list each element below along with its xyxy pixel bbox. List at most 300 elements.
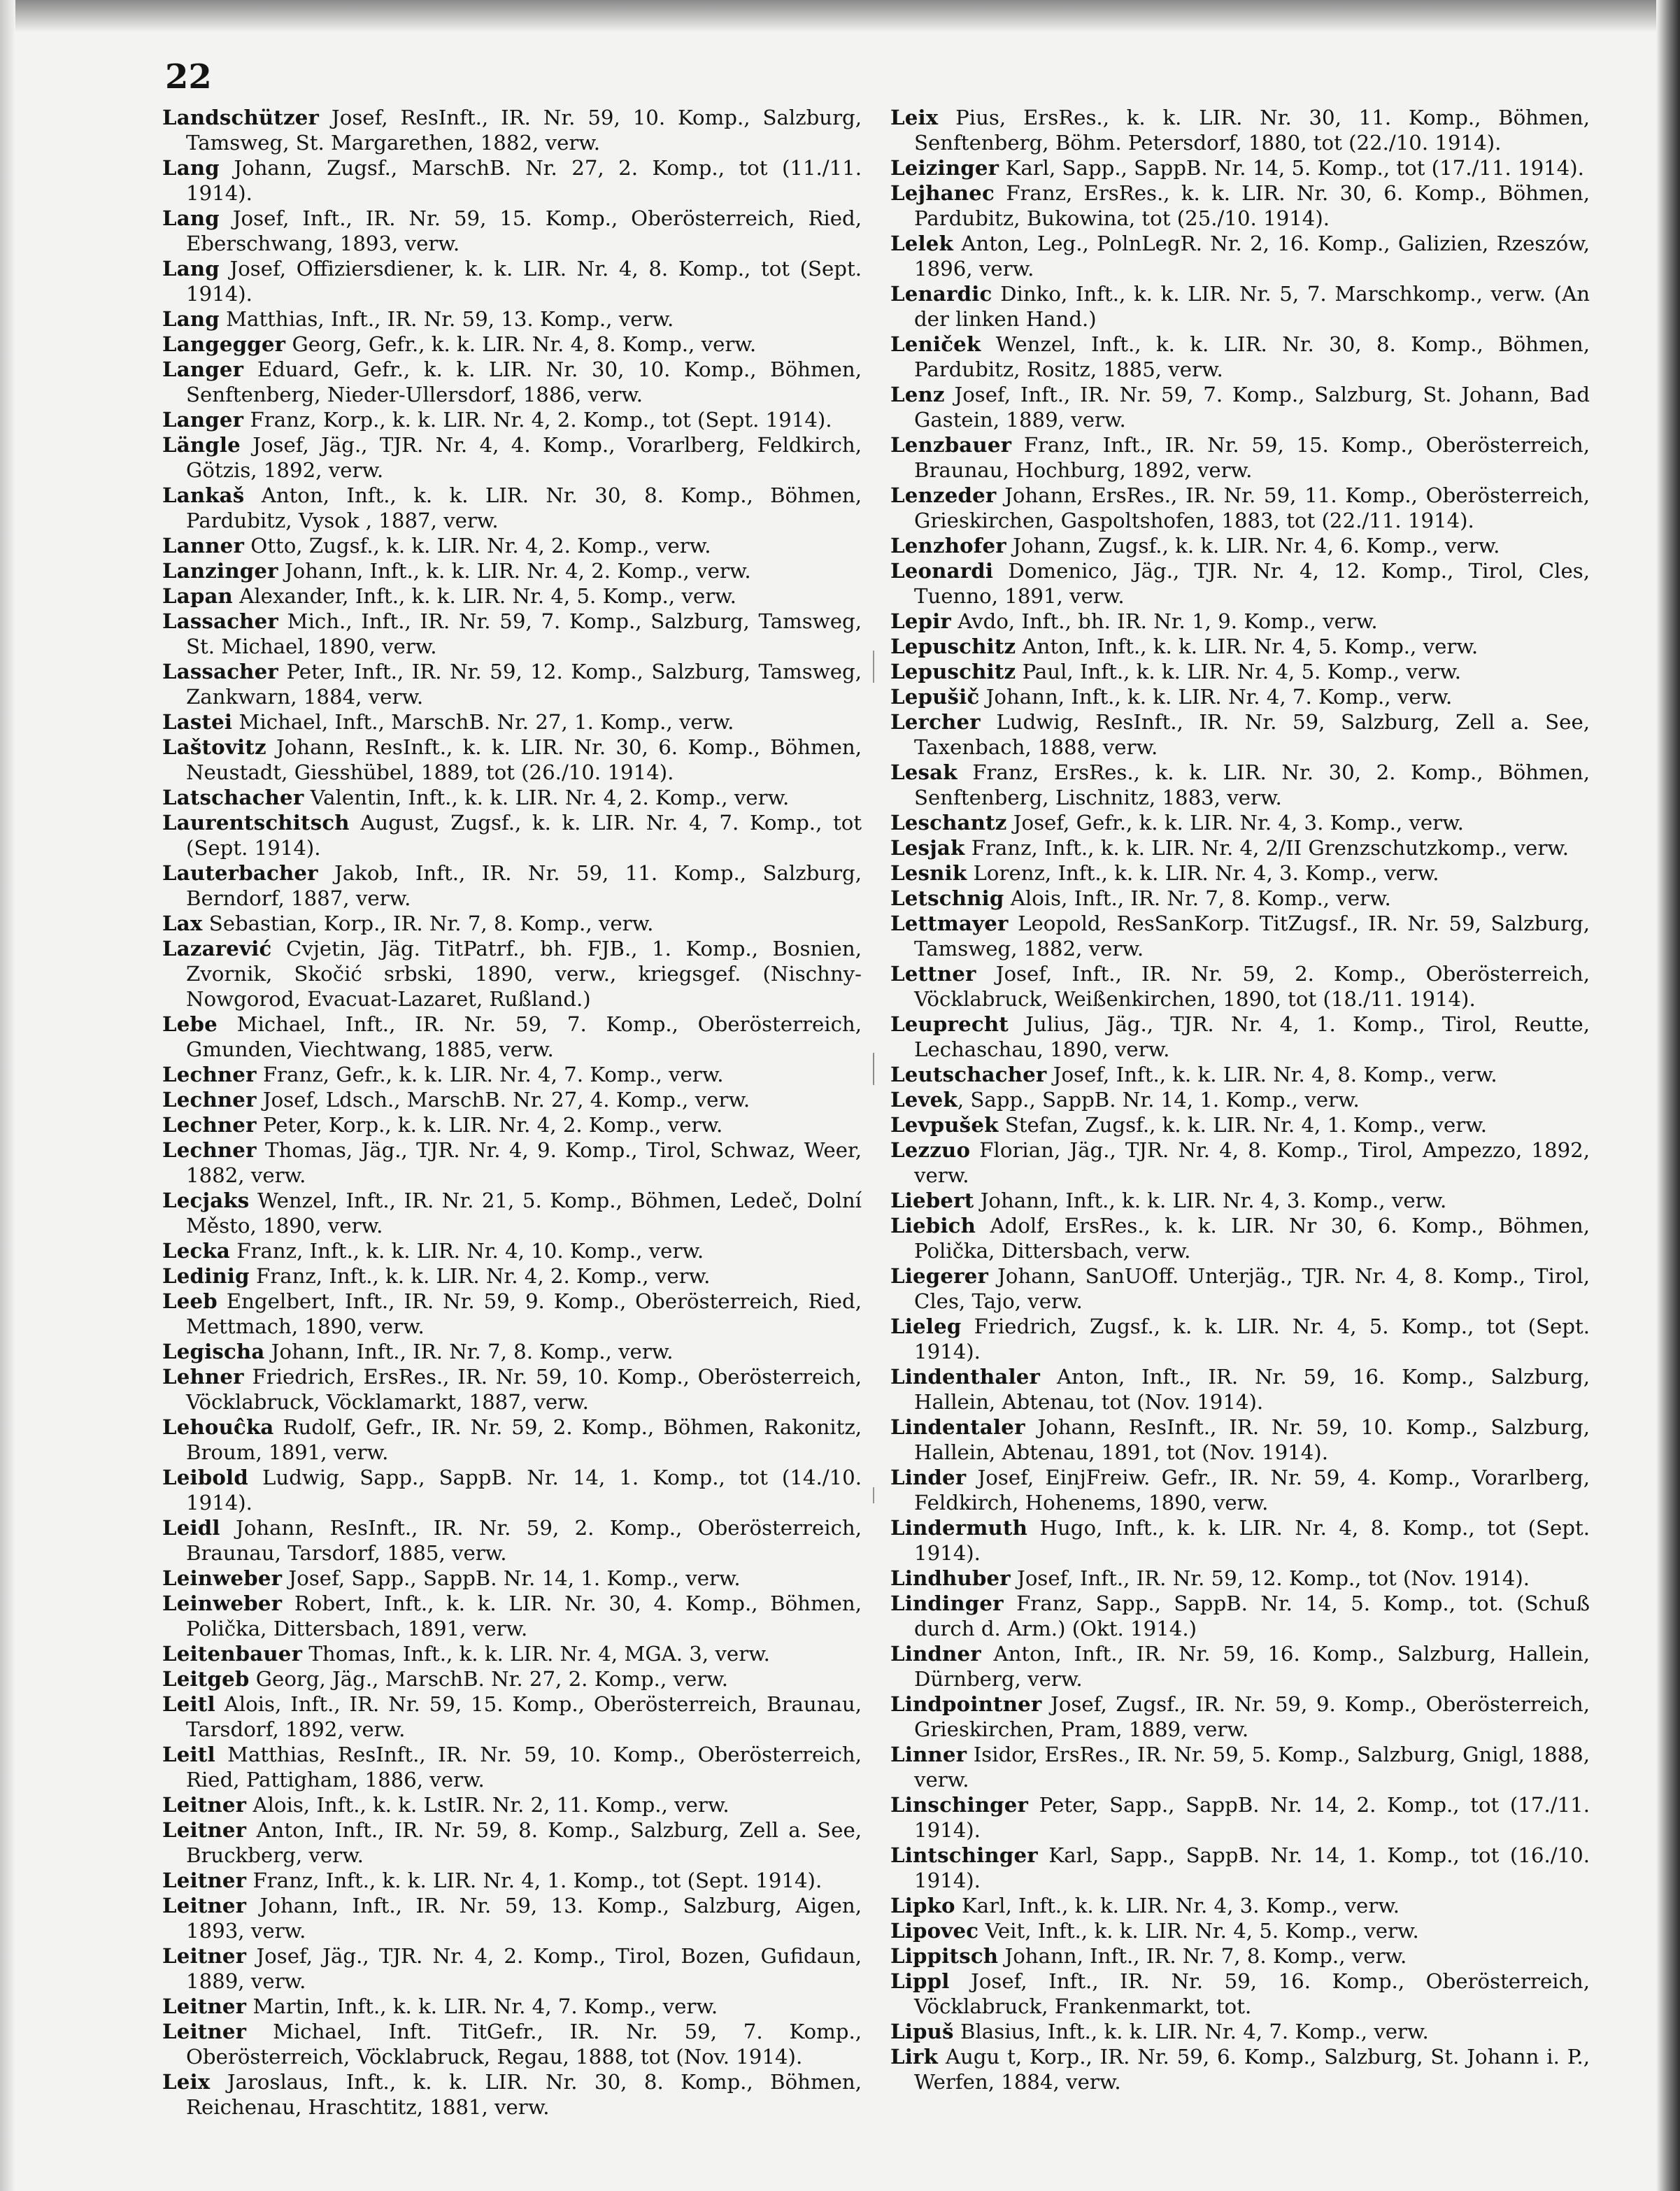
entry-surname: Lindpointner [890, 1692, 1042, 1716]
casualty-entry [162, 1566, 862, 1591]
entry-details: Isidor, ErsRes., IR. Nr. 59, 5. Komp., Salzburg, Gnigl, 1888, verw. [914, 1743, 1590, 1792]
entry-surname: Lang [162, 307, 220, 331]
entry-surname: Legischa [162, 1340, 265, 1363]
entry-surname: Lanzinger [162, 559, 278, 583]
casualty-entry [162, 332, 862, 357]
entry-surname: Lezzuo [890, 1138, 971, 1162]
entry-details: Karl, Inft., k. k. LIR. Nr. 4, 3. Komp., verw. [955, 1894, 1400, 1917]
entry-details: Stefan, Zugsf., k. k. LIR. Nr. 4, 1. Komp., verw. [998, 1113, 1488, 1137]
casualty-entry [162, 1692, 862, 1742]
entry-details: Alois, Inft., k. k. LstIR. Nr. 2, 11. Komp., verw. [246, 1793, 729, 1817]
entry-surname: Leitl [162, 1743, 215, 1766]
casualty-entry [162, 558, 862, 583]
casualty-entry [890, 1918, 1590, 1943]
casualty-entry [890, 659, 1590, 684]
entry-details: Sebastian, Korp., IR. Nr. 7, 8. Komp., verw. [202, 912, 654, 935]
entry-surname: Lirk [890, 2045, 939, 2069]
casualty-entry [162, 1414, 862, 1465]
casualty-entry [890, 483, 1590, 533]
casualty-entry [162, 1012, 862, 1062]
entry-surname: Leschantz [890, 811, 1007, 835]
entry-surname: Lang [162, 156, 220, 180]
page-right-shadow [1656, 0, 1680, 2191]
casualty-entry [890, 1566, 1590, 1591]
casualty-entry [162, 735, 862, 785]
entry-surname: Lehouĉka [162, 1415, 274, 1439]
casualty-entry [162, 609, 862, 659]
entry-details: Johann, Zugsf., MarschB. Nr. 27, 2. Komp., tot (11./11. 1914). [186, 156, 862, 205]
entry-surname: Leizinger [890, 156, 999, 180]
page-top-shadow [0, 0, 1680, 32]
entry-details: Franz, Inft., k. k. LIR. Nr. 4, 2. Komp., verw. [249, 1264, 711, 1288]
entry-surname: Lettmayer [890, 912, 1009, 935]
entry-details: Anton, Inft., k. k. LIR. Nr. 30, 8. Komp., Böhmen, Pardubitz, Vysok , 1887, verw. [186, 483, 862, 532]
entry-details: Franz, ErsRes., k. k. LIR. Nr. 30, 6. Komp., Böhmen, Pardubitz, Bukowina, tot (25./10. 1914). [914, 181, 1590, 230]
casualty-entry [162, 1666, 862, 1692]
entry-details: Franz, Sapp., SappB. Nr. 14, 5. Komp., tot. (Schuß durch d. Arm.) (Okt. 1914.) [914, 1591, 1590, 1640]
casualty-entry [890, 911, 1590, 961]
entry-surname: Lang [162, 206, 220, 230]
entry-details: Franz, Inft., k. k. LIR. Nr. 4, 10. Komp., verw. [230, 1239, 704, 1263]
casualty-entry [162, 583, 862, 609]
entry-details: Georg, Jäg., MarschB. Nr. 27, 2. Komp., verw. [249, 1667, 729, 1691]
entry-details: Wenzel, Inft., k. k. LIR. Nr. 30, 8. Komp., Böhmen, Pardubitz, Rositz, 1885, verw. [914, 332, 1590, 381]
entry-details: Josef, Zugsf., IR. Nr. 59, 9. Komp., Oberösterreich, Grieskirchen, Pram, 1889, verw. [914, 1692, 1590, 1741]
entry-details: Augu t, Korp., IR. Nr. 59, 6. Komp., Salzburg, St. Johann i. P., Werfen, 1884, verw. [914, 2045, 1590, 2094]
entry-details: Peter, Inft., IR. Nr. 59, 12. Komp., Salzburg, Tamsweg, Zankwarn, 1884, verw. [186, 660, 862, 709]
casualty-entry [890, 1137, 1590, 1188]
entry-surname: Leitner [162, 1793, 247, 1817]
entry-details: Johann, ResInft., IR. Nr. 59, 10. Komp., Salzburg, Hallein, Abtenau, 1891, tot (Nov. 1914). [914, 1415, 1590, 1464]
casualty-entry [890, 1263, 1590, 1314]
entry-details: Johann, ResInft., IR. Nr. 59, 2. Komp., Oberösterreich, Braunau, Tarsdorf, 1885, verw. [186, 1516, 862, 1565]
casualty-entry [890, 332, 1590, 382]
casualty-entry [890, 1087, 1590, 1112]
casualty-entry [162, 1868, 862, 1893]
entry-surname: Leniček [890, 332, 981, 356]
entry-details: Anton, Inft., IR. Nr. 59, 16. Komp., Salzburg, Hallein, Dürnberg, verw. [914, 1642, 1590, 1691]
casualty-entry [890, 558, 1590, 609]
casualty-entry [890, 1692, 1590, 1742]
entry-details: Johann, ErsRes., IR. Nr. 59, 11. Komp., Oberösterreich, Grieskirchen, Gaspoltshofen, 1883, tot (22./11. 1914). [914, 483, 1590, 532]
casualty-entry [890, 180, 1590, 231]
entry-details: August, Zugsf., k. k. LIR. Nr. 4, 7. Komp., tot (Sept. 1914). [186, 811, 862, 860]
entry-details: Martin, Inft., k. k. LIR. Nr. 4, 7. Komp., verw. [246, 1994, 718, 2018]
entry-details: Johann, Inft., k. k. LIR. Nr. 4, 2. Komp., verw. [278, 559, 751, 583]
entry-surname: Lechner [162, 1063, 257, 1086]
entry-details: Johann, Inft., IR. Nr. 59, 13. Komp., Salzburg, Aigen, 1893, verw. [186, 1894, 862, 1943]
entry-surname: Lankaš [162, 483, 245, 507]
casualty-entry [162, 1515, 862, 1566]
entry-details: Josef, EinjFreiw. Gefr., IR. Nr. 59, 4. Komp., Vorarlberg, Feldkirch, Hohenems, 1890, verw. [914, 1466, 1590, 1515]
entry-surname: Lastei [162, 710, 233, 734]
casualty-entry [890, 105, 1590, 155]
entry-details: Veit, Inft., k. k. LIR. Nr. 4, 5. Komp., verw. [978, 1919, 1419, 1943]
entry-surname: Lechner [162, 1138, 257, 1162]
entry-details: Dinko, Inft., k. k. LIR. Nr. 5, 7. Marschkomp., verw. (An der linken Hand.) [914, 282, 1590, 331]
entry-surname: Leinweber [162, 1591, 283, 1615]
entry-surname: Lindenthaler [890, 1365, 1041, 1389]
entry-details: Friedrich, ErsRes., IR. Nr. 59, 10. Komp., Oberösterreich, Vöcklabruck, Vöcklamarkt, 1887, verw. [186, 1365, 862, 1414]
entry-surname: Leitgeb [162, 1667, 250, 1691]
entry-details: Josef, Inft., IR. Nr. 59, 12. Komp., tot (Nov. 1914). [1010, 1566, 1530, 1590]
entry-details: Mich., Inft., IR. Nr. 59, 7. Komp., Salzburg, Tamsweg, St. Michael, 1890, verw. [186, 609, 862, 658]
entry-surname: Liegerer [890, 1264, 989, 1288]
casualty-entry [890, 1188, 1590, 1213]
entry-surname: Lepušič [890, 685, 980, 709]
casualty-entry [890, 382, 1590, 432]
entry-details: Josef, Inft., IR. Nr. 59, 7. Komp., Salzburg, St. Johann, Bad Gastein, 1889, verw. [914, 383, 1590, 432]
casualty-entry [162, 1817, 862, 1868]
entry-surname: Lipovec [890, 1919, 979, 1943]
casualty-entry [162, 1893, 862, 1943]
casualty-entry [890, 1969, 1590, 2019]
entry-details: Alois, Inft., IR. Nr. 7, 8. Komp., verw. [1004, 886, 1391, 910]
entry-details: Franz, ErsRes., k. k. LIR. Nr. 30, 2. Komp., Böhmen, Senftenberg, Lischnitz, 1883, verw. [914, 760, 1590, 809]
casualty-entry [890, 860, 1590, 886]
casualty-entry [890, 709, 1590, 760]
casualty-entry [162, 1994, 862, 2019]
casualty-entry [162, 407, 862, 432]
casualty-entry [162, 306, 862, 332]
casualty-entry [890, 1893, 1590, 1918]
entry-details: Franz, Inft., IR. Nr. 59, 15. Komp., Oberösterreich, Braunau, Hochburg, 1892, verw. [914, 433, 1590, 482]
casualty-entry [890, 1012, 1590, 1062]
entry-details: Johann, Inft., IR. Nr. 7, 8. Komp., verw. [998, 1944, 1407, 1968]
casualty-entry [890, 533, 1590, 558]
entry-surname: Langer [162, 408, 244, 432]
page-left-shadow [0, 0, 15, 2191]
entry-surname: Lechner [162, 1113, 257, 1137]
casualty-entry [162, 860, 862, 911]
entry-surname: Leonardi [890, 559, 994, 583]
entry-surname: Lepir [890, 609, 951, 633]
casualty-entry [890, 1591, 1590, 1641]
entry-details: Josef, Sapp., SappB. Nr. 14, 1. Komp., verw. [282, 1566, 741, 1590]
entry-surname: Lazarević [162, 937, 272, 960]
entry-surname: Lesjak [890, 836, 965, 860]
entry-details: Karl, Sapp., SappB. Nr. 14, 1. Komp., tot (16./10. 1914). [914, 1843, 1590, 1892]
entry-surname: Lejhanec [890, 181, 995, 205]
entry-surname: Lettner [890, 962, 976, 986]
entry-details: Josef, ResInft., IR. Nr. 59, 10. Komp., Salzburg, Tamsweg, St. Margarethen, 1882, verw. [186, 106, 862, 155]
entry-details: Jaroslaus, Inft., k. k. LIR. Nr. 30, 8. Komp., Böhmen, Reichenau, Hraschtitz, 1881, verw. [186, 2070, 862, 2119]
entry-details: Josef, Inft., IR. Nr. 59, 15. Komp., Oberösterreich, Ried, Eberschwang, 1893, verw. [186, 206, 862, 255]
casualty-entry [162, 2019, 862, 2069]
entry-surname: Lecka [162, 1239, 230, 1263]
entry-surname: Lindermuth [890, 1516, 1027, 1540]
entry-surname: Lepuschitz [890, 634, 1016, 658]
entry-surname: Leitner [162, 1818, 247, 1842]
entry-surname: Lepuschitz [890, 660, 1016, 683]
casualty-entry [890, 886, 1590, 911]
entry-details: Valentin, Inft., k. k. LIR. Nr. 4, 2. Komp., verw. [304, 786, 790, 809]
entry-details: Peter, Korp., k. k. LIR. Nr. 4, 2. Komp., verw. [256, 1113, 723, 1137]
casualty-entry [890, 1943, 1590, 1969]
casualty-entry [890, 1465, 1590, 1515]
casualty-entry [162, 1238, 862, 1263]
entry-details: Paul, Inft., k. k. LIR. Nr. 4, 5. Komp., verw. [1016, 660, 1462, 683]
entry-surname: Lenzhofer [890, 534, 1006, 558]
entry-surname: Levek [890, 1088, 958, 1112]
casualty-entry [890, 961, 1590, 1012]
entry-surname: Lebe [162, 1012, 218, 1036]
entry-details: Friedrich, Zugsf., k. k. LIR. Nr. 4, 5. Komp., tot (Sept. 1914). [914, 1314, 1590, 1363]
casualty-entry [890, 432, 1590, 483]
entry-surname: Leitner [162, 1994, 247, 2018]
entry-surname: Laurentschitsch [162, 811, 350, 835]
entry-details: Avdo, Inft., bh. IR. Nr. 1, 9. Komp., verw. [951, 609, 1378, 633]
entry-surname: Landschützer [162, 106, 320, 129]
casualty-entry [890, 155, 1590, 180]
entry-details: Franz, Korp., k. k. LIR. Nr. 4, 2. Komp., tot (Sept. 1914). [243, 408, 832, 432]
casualty-entry [162, 2069, 862, 2120]
casualty-entry [890, 835, 1590, 860]
casualty-entry [890, 1515, 1590, 1566]
casualty-entry [890, 1742, 1590, 1792]
entry-surname: Lenz [890, 383, 945, 406]
entry-surname: Ledinig [162, 1264, 250, 1288]
entry-details: Pius, ErsRes., k. k. LIR. Nr. 30, 11. Komp., Böhmen, Senftenberg, Böhm. Petersdorf, 1880, tot (22./10. 1914). [914, 106, 1590, 155]
entry-details: Engelbert, Inft., IR. Nr. 59, 9. Komp., Oberösterreich, Ried, Mettmach, 1890, verw. [186, 1289, 862, 1338]
casualty-entry [890, 1314, 1590, 1364]
entry-details: Franz, Inft., k. k. LIR. Nr. 4, 2/II Grenzschutzkomp., verw. [964, 836, 1569, 860]
entry-surname: Lax [162, 912, 203, 935]
entry-details: , Sapp., SappB. Nr. 14, 1. Komp., verw. [957, 1088, 1360, 1112]
entry-surname: Lehner [162, 1365, 244, 1389]
entry-details: Leopold, ResSanKorp. TitZugsf., IR. Nr. 59, Salzburg, Tamsweg, 1882, verw. [914, 912, 1590, 960]
entry-surname: Leitner [162, 1869, 247, 1892]
entry-details: Michael, Inft., MarschB. Nr. 27, 1. Komp., verw. [232, 710, 734, 734]
casualty-entry [162, 357, 862, 407]
entry-details: Josef, Jäg., TJR. Nr. 4, 4. Komp., Vorarlberg, Feldkirch, Götzis, 1892, verw. [186, 433, 862, 482]
entry-details: Johann, Zugsf., k. k. LIR. Nr. 4, 6. Komp., verw. [1006, 534, 1500, 558]
casualty-entry [162, 1062, 862, 1087]
casualty-entry [890, 1414, 1590, 1465]
entry-surname: Leitner [162, 1894, 247, 1917]
entry-surname: Lassacher [162, 609, 278, 633]
casualty-entry [890, 1213, 1590, 1263]
entry-surname: Lang [162, 257, 220, 281]
casualty-entry [162, 256, 862, 306]
entry-details: Josef, Inft., IR. Nr. 59, 2. Komp., Oberösterreich, Vöcklabruck, Weißenkirchen, 1890, tot (18./11. 1914). [914, 962, 1590, 1011]
casualty-entry [162, 1112, 862, 1137]
entry-details: Michael, Inft., IR. Nr. 59, 7. Komp., Oberösterreich, Gmunden, Viechtwang, 1885, verw. [186, 1012, 862, 1061]
entry-details: Alexander, Inft., k. k. LIR. Nr. 4, 5. Komp., verw. [232, 584, 736, 608]
casualty-entry [162, 1263, 862, 1289]
casualty-entry [162, 1943, 862, 1994]
entry-details: Florian, Jäg., TJR. Nr. 4, 8. Komp., Tirol, Ampezzo, 1892, verw. [914, 1138, 1590, 1187]
casualty-entry [162, 1364, 862, 1414]
entry-surname: Linner [890, 1743, 967, 1766]
entry-surname: Lauterbacher [162, 861, 318, 885]
entry-details: Ludwig, Sapp., SappB. Nr. 14, 1. Komp., tot (14./10. 1914). [186, 1466, 862, 1515]
entry-details: Anton, Leg., PolnLegR. Nr. 2, 16. Komp., Galizien, Rzeszów, 1896, verw. [914, 232, 1590, 281]
casualty-entry [162, 1792, 862, 1817]
entry-surname: Levpušek [890, 1113, 999, 1137]
entry-details: Johann, ResInft., k. k. LIR. Nr. 30, 6. Komp., Böhmen, Neustadt, Giesshübel, 1889, tot (26./10. 1914). [186, 735, 862, 784]
entry-details: Hugo, Inft., k. k. LIR. Nr. 4, 8. Komp., tot (Sept. 1914). [914, 1516, 1590, 1565]
casualty-entry [162, 911, 862, 936]
entry-details: Julius, Jäg., TJR. Nr. 4, 1. Komp., Tirol, Reutte, Lechaschau, 1890, verw. [914, 1012, 1590, 1061]
casualty-entry [162, 785, 862, 810]
casualty-entry [890, 634, 1590, 659]
casualty-entry [162, 1087, 862, 1112]
entry-details: Georg, Gefr., k. k. LIR. Nr. 4, 8. Komp., verw. [285, 332, 757, 356]
casualty-entry [162, 155, 862, 206]
entry-details: Anton, Inft., k. k. LIR. Nr. 4, 5. Komp., verw. [1016, 634, 1479, 658]
casualty-entry [890, 1062, 1590, 1087]
entry-surname: Lassacher [162, 660, 278, 683]
column-divider [873, 490, 874, 2099]
casualty-entry [162, 709, 862, 735]
casualty-entry [890, 1792, 1590, 1843]
entry-details: Eduard, Gefr., k. k. LIR. Nr. 30, 10. Komp., Böhmen, Senftenberg, Nieder-Ullersdorf, 1886, verw. [186, 357, 862, 406]
casualty-entry [890, 1112, 1590, 1137]
left-column [162, 105, 862, 2120]
entry-surname: Lechner [162, 1088, 257, 1112]
entry-surname: Leix [162, 2070, 211, 2094]
entry-surname: Längle [162, 433, 241, 457]
entry-surname: Liebich [890, 1214, 976, 1238]
casualty-entry [890, 2044, 1590, 2094]
entry-surname: Leix [890, 106, 939, 129]
entry-details: Ludwig, ResInft., IR. Nr. 59, Salzburg, Zell a. See, Taxenbach, 1888, verw. [914, 710, 1590, 759]
casualty-entry [162, 1641, 862, 1666]
casualty-entry [162, 936, 862, 1012]
entry-details: Johann, SanUOff. Unterjäg., TJR. Nr. 4, 8. Komp., Tirol, Cles, Tajo, verw. [914, 1264, 1590, 1313]
entry-surname: Lesak [890, 760, 958, 784]
entry-details: Rudolf, Gefr., IR. Nr. 59, 2. Komp., Böhmen, Rakonitz, Broum, 1891, verw. [186, 1415, 862, 1464]
entry-details: Josef, Ldsch., MarschB. Nr. 27, 4. Komp., verw. [256, 1088, 750, 1112]
entry-details: Robert, Inft., k. k. LIR. Nr. 30, 4. Komp., Böhmen, Polička, Dittersbach, 1891, verw. [186, 1591, 862, 1640]
entry-details: Josef, Gefr., k. k. LIR. Nr. 4, 3. Komp., verw. [1006, 811, 1464, 835]
entry-surname: Lesnik [890, 861, 967, 885]
entry-surname: Lippitsch [890, 1944, 999, 1968]
entry-surname: Lenzeder [890, 483, 997, 507]
entry-details: Johann, Inft., k. k. LIR. Nr. 4, 3. Komp., verw. [974, 1189, 1447, 1212]
entry-surname: Lapan [162, 584, 233, 608]
casualty-entry [162, 1465, 862, 1515]
entry-surname: Leutschacher [890, 1063, 1047, 1086]
casualty-entry [162, 206, 862, 256]
entry-details: Johann, Inft., IR. Nr. 7, 8. Komp., verw. [264, 1340, 674, 1363]
casualty-entry [162, 1742, 862, 1792]
page-number: 22 [165, 57, 212, 97]
casualty-entry [162, 483, 862, 533]
entry-surname: Lanner [162, 534, 245, 558]
entry-surname: Lenzbauer [890, 433, 1012, 457]
entry-surname: Lindentaler [890, 1415, 1025, 1439]
casualty-entry [890, 1641, 1590, 1692]
entry-surname: Lipko [890, 1894, 955, 1917]
entry-details: Matthias, Inft., IR. Nr. 59, 13. Komp., verw. [219, 307, 674, 331]
entry-surname: Lelek [890, 232, 953, 255]
casualty-entry [162, 810, 862, 860]
entry-surname: Lenardic [890, 282, 992, 306]
entry-details: Anton, Inft., IR. Nr. 59, 8. Komp., Salzburg, Zell a. See, Bruckberg, verw. [186, 1818, 862, 1867]
casualty-entry [162, 105, 862, 155]
entry-details: Josef, Jäg., TJR. Nr. 4, 2. Komp., Tirol, Bozen, Gufidaun, 1889, verw. [186, 1944, 862, 1993]
casualty-entry [162, 533, 862, 558]
entry-details: Domenico, Jäg., TJR. Nr. 4, 12. Komp., Tirol, Cles, Tuenno, 1891, verw. [914, 559, 1590, 608]
casualty-entry [162, 1289, 862, 1339]
casualty-entry [890, 609, 1590, 634]
entry-details: Franz, Inft., k. k. LIR. Nr. 4, 1. Komp., tot (Sept. 1914). [246, 1869, 823, 1892]
entry-surname: Lindhuber [890, 1566, 1011, 1590]
entry-details: Adolf, ErsRes., k. k. LIR. Nr 30, 6. Komp., Böhmen, Polička, Dittersbach, verw. [914, 1214, 1590, 1263]
entry-details: Cvjetin, Jäg. TitPatrf., bh. FJB., 1. Komp., Bosnien, Zvornik, Skočić srbski, 1890, verw., kriegsgef. (Nischny-Nowgorod, Evacuat-Lazaret, Rußland.) [186, 937, 862, 1011]
entry-details: Josef, Offiziersdiener, k. k. LIR. Nr. 4, 8. Komp., tot (Sept. 1914). [186, 257, 862, 306]
entry-surname: Lecjaks [162, 1189, 250, 1212]
entry-details: Johann, Inft., k. k. LIR. Nr. 4, 7. Komp., verw. [979, 685, 1453, 709]
entry-details: Peter, Sapp., SappB. Nr. 14, 2. Komp., tot (17./11. 1914). [914, 1793, 1590, 1842]
entry-details: Alois, Inft., IR. Nr. 59, 15. Komp., Oberösterreich, Braunau, Tarsdorf, 1892, verw. [186, 1692, 862, 1741]
entry-surname: Leinweber [162, 1566, 283, 1590]
casualty-entry [890, 2019, 1590, 2044]
entry-surname: Liebert [890, 1189, 974, 1212]
entry-surname: Lintschinger [890, 1843, 1038, 1867]
casualty-entry [890, 810, 1590, 835]
entry-surname: Leidl [162, 1516, 220, 1540]
entry-details: Otto, Zugsf., k. k. LIR. Nr. 4, 2. Komp., verw. [244, 534, 711, 558]
entry-surname: Leitenbauer [162, 1642, 303, 1666]
entry-surname: Laštovitz [162, 735, 266, 759]
entry-surname: Linschinger [890, 1793, 1029, 1817]
entry-surname: Lippl [890, 1969, 950, 1993]
entry-surname: Langegger [162, 332, 286, 356]
entry-surname: Leitner [162, 1944, 247, 1968]
entry-surname: Linder [890, 1466, 967, 1489]
entry-details: Thomas, Jäg., TJR. Nr. 4, 9. Komp., Tirol, Schwaz, Weer, 1882, verw. [186, 1138, 862, 1187]
entry-details: Josef, Inft., k. k. LIR. Nr. 4, 8. Komp., verw. [1046, 1063, 1497, 1086]
casualty-entry [890, 281, 1590, 332]
entry-details: Wenzel, Inft., IR. Nr. 21, 5. Komp., Böhmen, Ledeč, Dolní Město, 1890, verw. [186, 1189, 862, 1238]
casualty-entry [162, 659, 862, 709]
entry-surname: Leuprecht [890, 1012, 1009, 1036]
casualty-entry [162, 1188, 862, 1238]
entry-surname: Leibold [162, 1466, 248, 1489]
casualty-entry [890, 1843, 1590, 1893]
right-column [890, 105, 1590, 2094]
entry-details: Lorenz, Inft., k. k. LIR. Nr. 4, 3. Komp., verw. [967, 861, 1439, 885]
entry-details: Anton, Inft., IR. Nr. 59, 16. Komp., Salzburg, Hallein, Abtenau, tot (Nov. 1914). [914, 1365, 1590, 1414]
casualty-entry [890, 231, 1590, 281]
entry-details: Jakob, Inft., IR. Nr. 59, 11. Komp., Salzburg, Berndorf, 1887, verw. [186, 861, 862, 910]
entry-surname: Lercher [890, 710, 981, 734]
entry-surname: Leitl [162, 1692, 215, 1716]
entry-details: Karl, Sapp., SappB. Nr. 14, 5. Komp., tot (17./11. 1914). [999, 156, 1584, 180]
entry-surname: Lipuš [890, 2020, 954, 2043]
entry-details: Michael, Inft. TitGefr., IR. Nr. 59, 7. Komp., Oberösterreich, Vöcklabruck, Regau, 1888, tot (Nov. 1914). [186, 2020, 862, 2069]
entry-details: Thomas, Inft., k. k. LIR. Nr. 4, MGA. 3, verw. [302, 1642, 770, 1666]
casualty-entry [162, 432, 862, 483]
entry-details: Matthias, ResInft., IR. Nr. 59, 10. Komp., Oberösterreich, Ried, Pattigham, 1886, verw. [186, 1743, 862, 1792]
entry-surname: Leitner [162, 2020, 247, 2043]
entry-details: Franz, Gefr., k. k. LIR. Nr. 4, 7. Komp., verw. [256, 1063, 724, 1086]
casualty-entry [890, 760, 1590, 810]
entry-details: Josef, Inft., IR. Nr. 59, 16. Komp., Oberösterreich, Vöcklabruck, Frankenmarkt, tot. [914, 1969, 1590, 2018]
casualty-entry [890, 684, 1590, 709]
entry-surname: Langer [162, 357, 244, 381]
entry-surname: Lindner [890, 1642, 981, 1666]
casualty-entry [162, 1137, 862, 1188]
casualty-entry [162, 1339, 862, 1364]
entry-surname: Letschnig [890, 886, 1004, 910]
casualty-entry [890, 1364, 1590, 1414]
casualty-entry [162, 1591, 862, 1641]
entry-surname: Leeb [162, 1289, 218, 1313]
